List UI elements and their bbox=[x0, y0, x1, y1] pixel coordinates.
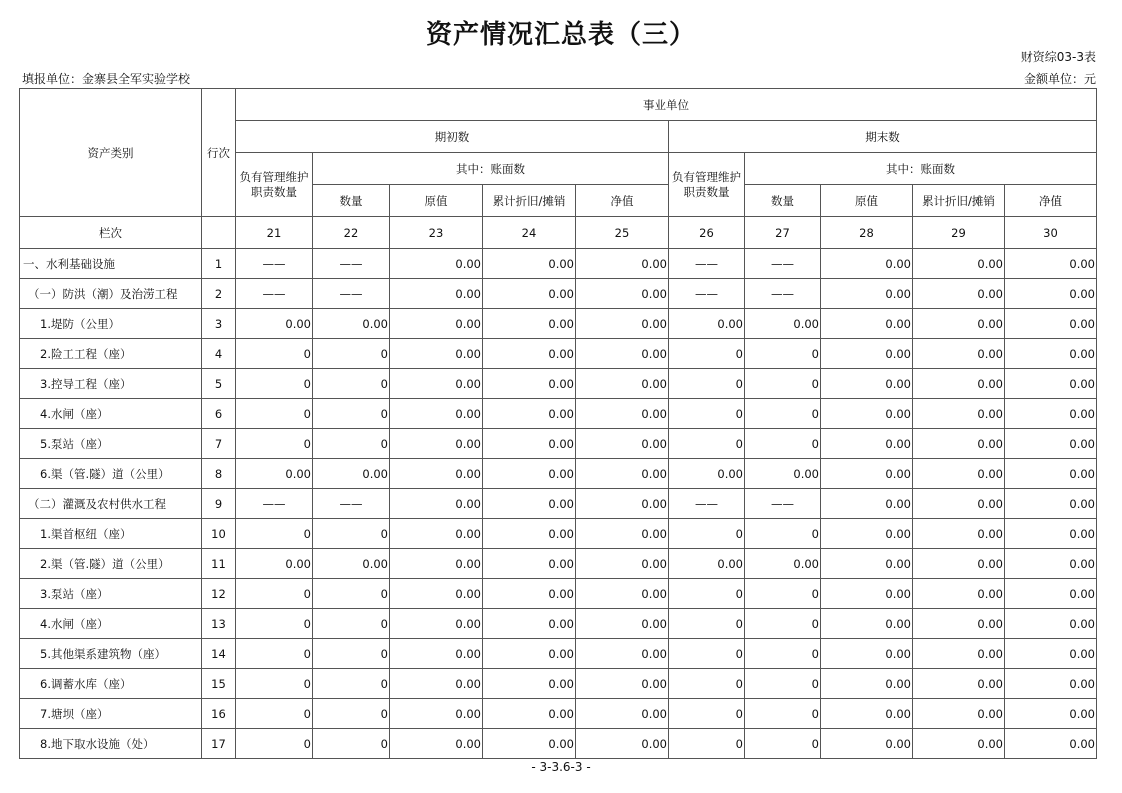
header-book-end: 其中：账面数 bbox=[745, 153, 1097, 185]
header-qty-end: 数量 bbox=[745, 185, 821, 217]
cell-col-27: 0.00 bbox=[745, 309, 821, 339]
cell-col-24: 0.00 bbox=[483, 279, 576, 309]
cell-col-22: —— bbox=[313, 249, 390, 279]
cell-col-28: 0.00 bbox=[821, 399, 913, 429]
row-label: （二）灌溉及农村供水工程 bbox=[20, 489, 202, 519]
cell-col-30: 0.00 bbox=[1005, 369, 1097, 399]
cell-col-23: 0.00 bbox=[390, 699, 483, 729]
row-label: 3.泵站（座） bbox=[20, 579, 202, 609]
row-number: 16 bbox=[202, 699, 236, 729]
cell-col-27: 0 bbox=[745, 579, 821, 609]
cell-col-21: 0 bbox=[236, 519, 313, 549]
cell-col-26: 0 bbox=[669, 519, 745, 549]
row-label: 1.渠首枢纽（座） bbox=[20, 519, 202, 549]
row-label: （一）防洪（潮）及治涝工程 bbox=[20, 279, 202, 309]
cell-col-28: 0.00 bbox=[821, 369, 913, 399]
cell-col-28: 0.00 bbox=[821, 279, 913, 309]
cell-col-21: 0 bbox=[236, 699, 313, 729]
table-row bbox=[20, 669, 1097, 699]
table-row bbox=[20, 309, 1097, 339]
cell-col-26: 0 bbox=[669, 399, 745, 429]
cell-col-30: 0.00 bbox=[1005, 519, 1097, 549]
cell-col-27: 0 bbox=[745, 639, 821, 669]
cell-col-25: 0.00 bbox=[576, 279, 669, 309]
cell-col-21: —— bbox=[236, 249, 313, 279]
cell-col-26: —— bbox=[669, 489, 745, 519]
cell-col-22: 0 bbox=[313, 369, 390, 399]
cell-col-27: —— bbox=[745, 489, 821, 519]
asset-summary-table bbox=[19, 88, 1097, 759]
cell-col-25: 0.00 bbox=[576, 399, 669, 429]
cell-col-22: 0 bbox=[313, 669, 390, 699]
cell-col-21: 0 bbox=[236, 639, 313, 669]
cell-col-28: 0.00 bbox=[821, 639, 913, 669]
header-original-begin: 原值 bbox=[390, 185, 483, 217]
cell-col-26: 0.00 bbox=[669, 549, 745, 579]
cell-col-30: 0.00 bbox=[1005, 399, 1097, 429]
row-label: 5.其他渠系建筑物（座） bbox=[20, 639, 202, 669]
cell-col-28: 0.00 bbox=[821, 609, 913, 639]
cell-col-23: 0.00 bbox=[390, 729, 483, 759]
table-row bbox=[20, 489, 1097, 519]
cell-col-26: 0 bbox=[669, 579, 745, 609]
row-number: 8 bbox=[202, 459, 236, 489]
cell-col-24: 0.00 bbox=[483, 519, 576, 549]
cell-col-28: 0.00 bbox=[821, 669, 913, 699]
cell-col-24: 0.00 bbox=[483, 399, 576, 429]
header-institution: 事业单位 bbox=[236, 89, 1097, 121]
cell-col-21: 0 bbox=[236, 609, 313, 639]
row-label: 6.调蓄水库（座） bbox=[20, 669, 202, 699]
cell-col-25: 0.00 bbox=[576, 669, 669, 699]
cell-col-23: 0.00 bbox=[390, 249, 483, 279]
cell-col-28: 0.00 bbox=[821, 459, 913, 489]
cell-col-29: 0.00 bbox=[913, 699, 1005, 729]
cell-col-23: 0.00 bbox=[390, 639, 483, 669]
cell-col-26: —— bbox=[669, 279, 745, 309]
cell-col-29: 0.00 bbox=[913, 249, 1005, 279]
table-row bbox=[20, 459, 1097, 489]
cell-col-24: 0.00 bbox=[483, 669, 576, 699]
row-label: 8.地下取水设施（处） bbox=[20, 729, 202, 759]
cell-col-27: 0 bbox=[745, 729, 821, 759]
header-depreciation-end: 累计折旧/摊销 bbox=[913, 185, 1005, 217]
header-category: 资产类别 bbox=[20, 89, 202, 217]
table-row bbox=[20, 639, 1097, 669]
cell-col-25: 0.00 bbox=[576, 339, 669, 369]
cell-col-30: 0.00 bbox=[1005, 489, 1097, 519]
column-number: 28 bbox=[821, 217, 913, 249]
form-code: 财资综03-3表 bbox=[1020, 50, 1096, 64]
cell-col-29: 0.00 bbox=[913, 489, 1005, 519]
cell-col-28: 0.00 bbox=[821, 699, 913, 729]
cell-col-21: 0 bbox=[236, 729, 313, 759]
row-label: 2.险工工程（座） bbox=[20, 339, 202, 369]
cell-col-22: 0 bbox=[313, 699, 390, 729]
row-label: 4.水闸（座） bbox=[20, 399, 202, 429]
table-row bbox=[20, 339, 1097, 369]
cell-col-29: 0.00 bbox=[913, 429, 1005, 459]
cell-col-21: 0 bbox=[236, 369, 313, 399]
cell-col-26: 0.00 bbox=[669, 309, 745, 339]
column-number-blank bbox=[202, 217, 236, 249]
cell-col-24: 0.00 bbox=[483, 549, 576, 579]
cell-col-23: 0.00 bbox=[390, 339, 483, 369]
cell-col-21: 0.00 bbox=[236, 459, 313, 489]
cell-col-27: 0 bbox=[745, 519, 821, 549]
amount-unit: 金额单位：元 bbox=[1023, 72, 1096, 86]
cell-col-30: 0.00 bbox=[1005, 309, 1097, 339]
cell-col-26: 0 bbox=[669, 639, 745, 669]
cell-col-27: —— bbox=[745, 279, 821, 309]
header-begin: 期初数 bbox=[236, 121, 669, 153]
cell-col-25: 0.00 bbox=[576, 519, 669, 549]
cell-col-22: 0 bbox=[313, 429, 390, 459]
row-label: 2.渠（管.隧）道（公里） bbox=[20, 549, 202, 579]
cell-col-27: —— bbox=[745, 249, 821, 279]
cell-col-21: —— bbox=[236, 489, 313, 519]
cell-col-30: 0.00 bbox=[1005, 279, 1097, 309]
cell-col-30: 0.00 bbox=[1005, 429, 1097, 459]
cell-col-29: 0.00 bbox=[913, 459, 1005, 489]
cell-col-23: 0.00 bbox=[390, 519, 483, 549]
cell-col-23: 0.00 bbox=[390, 609, 483, 639]
cell-col-21: 0 bbox=[236, 429, 313, 459]
cell-col-21: 0.00 bbox=[236, 549, 313, 579]
column-number: 26 bbox=[669, 217, 745, 249]
cell-col-29: 0.00 bbox=[913, 669, 1005, 699]
column-number: 21 bbox=[236, 217, 313, 249]
header-responsible-qty-begin: 负有管理维护职责数量 bbox=[236, 153, 313, 217]
cell-col-21: —— bbox=[236, 279, 313, 309]
header-net-begin: 净值 bbox=[576, 185, 669, 217]
table-row bbox=[20, 579, 1097, 609]
table-row bbox=[20, 519, 1097, 549]
cell-col-28: 0.00 bbox=[821, 549, 913, 579]
row-label: 3.控导工程（座） bbox=[20, 369, 202, 399]
header-row-no: 行次 bbox=[202, 89, 236, 217]
cell-col-28: 0.00 bbox=[821, 339, 913, 369]
cell-col-28: 0.00 bbox=[821, 489, 913, 519]
table-row bbox=[20, 549, 1097, 579]
cell-col-30: 0.00 bbox=[1005, 339, 1097, 369]
cell-col-21: 0 bbox=[236, 579, 313, 609]
cell-col-26: 0 bbox=[669, 429, 745, 459]
row-number: 2 bbox=[202, 279, 236, 309]
row-number: 12 bbox=[202, 579, 236, 609]
cell-col-30: 0.00 bbox=[1005, 729, 1097, 759]
cell-col-26: 0 bbox=[669, 339, 745, 369]
cell-col-27: 0 bbox=[745, 399, 821, 429]
cell-col-21: 0 bbox=[236, 669, 313, 699]
cell-col-23: 0.00 bbox=[390, 429, 483, 459]
cell-col-22: 0 bbox=[313, 579, 390, 609]
cell-col-27: 0 bbox=[745, 699, 821, 729]
row-number: 5 bbox=[202, 369, 236, 399]
cell-col-29: 0.00 bbox=[913, 519, 1005, 549]
cell-col-25: 0.00 bbox=[576, 429, 669, 459]
page-title: 资产情况汇总表（三） bbox=[425, 20, 696, 50]
cell-col-24: 0.00 bbox=[483, 429, 576, 459]
cell-col-29: 0.00 bbox=[913, 279, 1005, 309]
row-number: 11 bbox=[202, 549, 236, 579]
row-label: 7.塘坝（座） bbox=[20, 699, 202, 729]
table-row bbox=[20, 699, 1097, 729]
cell-col-30: 0.00 bbox=[1005, 639, 1097, 669]
row-number: 6 bbox=[202, 399, 236, 429]
table-row bbox=[20, 249, 1097, 279]
table-header bbox=[20, 89, 1097, 249]
cell-col-29: 0.00 bbox=[913, 549, 1005, 579]
cell-col-26: 0 bbox=[669, 669, 745, 699]
column-label: 栏次 bbox=[20, 217, 202, 249]
cell-col-22: 0 bbox=[313, 339, 390, 369]
row-label: 一、水利基础设施 bbox=[20, 249, 202, 279]
header-end: 期末数 bbox=[669, 121, 1097, 153]
cell-col-25: 0.00 bbox=[576, 579, 669, 609]
cell-col-23: 0.00 bbox=[390, 459, 483, 489]
cell-col-25: 0.00 bbox=[576, 489, 669, 519]
row-number: 15 bbox=[202, 669, 236, 699]
cell-col-22: 0 bbox=[313, 729, 390, 759]
cell-col-24: 0.00 bbox=[483, 579, 576, 609]
cell-col-30: 0.00 bbox=[1005, 549, 1097, 579]
column-number: 22 bbox=[313, 217, 390, 249]
row-number: 10 bbox=[202, 519, 236, 549]
cell-col-23: 0.00 bbox=[390, 309, 483, 339]
cell-col-24: 0.00 bbox=[483, 639, 576, 669]
page-number: - 3-3.6-3 - bbox=[531, 760, 591, 774]
cell-col-28: 0.00 bbox=[821, 429, 913, 459]
header-book-begin: 其中：账面数 bbox=[313, 153, 669, 185]
column-number-row bbox=[20, 217, 1097, 249]
column-number: 27 bbox=[745, 217, 821, 249]
table-row bbox=[20, 399, 1097, 429]
reporting-unit: 填报单位：金寨县全军实验学校 bbox=[22, 72, 191, 86]
cell-col-25: 0.00 bbox=[576, 369, 669, 399]
cell-col-28: 0.00 bbox=[821, 519, 913, 549]
row-label: 1.堤防（公里） bbox=[20, 309, 202, 339]
cell-col-27: 0.00 bbox=[745, 549, 821, 579]
cell-col-22: 0.00 bbox=[313, 549, 390, 579]
row-number: 3 bbox=[202, 309, 236, 339]
cell-col-26: —— bbox=[669, 249, 745, 279]
table-row bbox=[20, 429, 1097, 459]
cell-col-21: 0.00 bbox=[236, 309, 313, 339]
cell-col-25: 0.00 bbox=[576, 729, 669, 759]
cell-col-27: 0.00 bbox=[745, 459, 821, 489]
cell-col-24: 0.00 bbox=[483, 489, 576, 519]
cell-col-29: 0.00 bbox=[913, 729, 1005, 759]
cell-col-30: 0.00 bbox=[1005, 249, 1097, 279]
table-row bbox=[20, 369, 1097, 399]
cell-col-24: 0.00 bbox=[483, 699, 576, 729]
row-number: 13 bbox=[202, 609, 236, 639]
cell-col-23: 0.00 bbox=[390, 369, 483, 399]
cell-col-30: 0.00 bbox=[1005, 579, 1097, 609]
row-number: 9 bbox=[202, 489, 236, 519]
cell-col-26: 0 bbox=[669, 699, 745, 729]
cell-col-27: 0 bbox=[745, 369, 821, 399]
cell-col-28: 0.00 bbox=[821, 729, 913, 759]
cell-col-22: 0 bbox=[313, 639, 390, 669]
row-number: 4 bbox=[202, 339, 236, 369]
cell-col-24: 0.00 bbox=[483, 369, 576, 399]
table-body bbox=[20, 249, 1097, 759]
row-number: 7 bbox=[202, 429, 236, 459]
column-number: 29 bbox=[913, 217, 1005, 249]
cell-col-25: 0.00 bbox=[576, 609, 669, 639]
cell-col-21: 0 bbox=[236, 399, 313, 429]
cell-col-29: 0.00 bbox=[913, 399, 1005, 429]
cell-col-23: 0.00 bbox=[390, 579, 483, 609]
cell-col-22: 0.00 bbox=[313, 309, 390, 339]
cell-col-24: 0.00 bbox=[483, 729, 576, 759]
cell-col-26: 0 bbox=[669, 369, 745, 399]
cell-col-24: 0.00 bbox=[483, 339, 576, 369]
cell-col-25: 0.00 bbox=[576, 549, 669, 579]
cell-col-22: —— bbox=[313, 489, 390, 519]
cell-col-24: 0.00 bbox=[483, 609, 576, 639]
cell-col-23: 0.00 bbox=[390, 669, 483, 699]
header-net-end: 净值 bbox=[1005, 185, 1097, 217]
row-number: 14 bbox=[202, 639, 236, 669]
cell-col-22: 0 bbox=[313, 519, 390, 549]
cell-col-22: 0.00 bbox=[313, 459, 390, 489]
cell-col-29: 0.00 bbox=[913, 609, 1005, 639]
column-number: 24 bbox=[483, 217, 576, 249]
column-number: 30 bbox=[1005, 217, 1097, 249]
table-row bbox=[20, 729, 1097, 759]
row-label: 6.渠（管.隧）道（公里） bbox=[20, 459, 202, 489]
cell-col-23: 0.00 bbox=[390, 399, 483, 429]
header-depreciation-begin: 累计折旧/摊销 bbox=[483, 185, 576, 217]
table-row bbox=[20, 279, 1097, 309]
cell-col-29: 0.00 bbox=[913, 339, 1005, 369]
cell-col-25: 0.00 bbox=[576, 249, 669, 279]
cell-col-23: 0.00 bbox=[390, 549, 483, 579]
column-number: 25 bbox=[576, 217, 669, 249]
cell-col-28: 0.00 bbox=[821, 579, 913, 609]
cell-col-27: 0 bbox=[745, 339, 821, 369]
row-label: 4.水闸（座） bbox=[20, 609, 202, 639]
cell-col-22: 0 bbox=[313, 399, 390, 429]
cell-col-24: 0.00 bbox=[483, 459, 576, 489]
row-label: 5.泵站（座） bbox=[20, 429, 202, 459]
cell-col-24: 0.00 bbox=[483, 249, 576, 279]
cell-col-30: 0.00 bbox=[1005, 699, 1097, 729]
header-responsible-qty-end: 负有管理维护职责数量 bbox=[669, 153, 745, 217]
column-number: 23 bbox=[390, 217, 483, 249]
header-qty-begin: 数量 bbox=[313, 185, 390, 217]
cell-col-25: 0.00 bbox=[576, 639, 669, 669]
table-row bbox=[20, 609, 1097, 639]
cell-col-30: 0.00 bbox=[1005, 669, 1097, 699]
cell-col-23: 0.00 bbox=[390, 489, 483, 519]
cell-col-29: 0.00 bbox=[913, 579, 1005, 609]
cell-col-24: 0.00 bbox=[483, 309, 576, 339]
row-number: 1 bbox=[202, 249, 236, 279]
cell-col-29: 0.00 bbox=[913, 639, 1005, 669]
cell-col-25: 0.00 bbox=[576, 459, 669, 489]
cell-col-27: 0 bbox=[745, 609, 821, 639]
cell-col-30: 0.00 bbox=[1005, 609, 1097, 639]
cell-col-22: —— bbox=[313, 279, 390, 309]
cell-col-29: 0.00 bbox=[913, 369, 1005, 399]
cell-col-29: 0.00 bbox=[913, 309, 1005, 339]
cell-col-25: 0.00 bbox=[576, 699, 669, 729]
cell-col-26: 0.00 bbox=[669, 459, 745, 489]
cell-col-25: 0.00 bbox=[576, 309, 669, 339]
cell-col-22: 0 bbox=[313, 609, 390, 639]
cell-col-21: 0 bbox=[236, 339, 313, 369]
cell-col-26: 0 bbox=[669, 729, 745, 759]
cell-col-27: 0 bbox=[745, 669, 821, 699]
row-number: 17 bbox=[202, 729, 236, 759]
header-original-end: 原值 bbox=[821, 185, 913, 217]
cell-col-28: 0.00 bbox=[821, 249, 913, 279]
cell-col-30: 0.00 bbox=[1005, 459, 1097, 489]
cell-col-27: 0 bbox=[745, 429, 821, 459]
cell-col-23: 0.00 bbox=[390, 279, 483, 309]
cell-col-28: 0.00 bbox=[821, 309, 913, 339]
cell-col-26: 0 bbox=[669, 609, 745, 639]
